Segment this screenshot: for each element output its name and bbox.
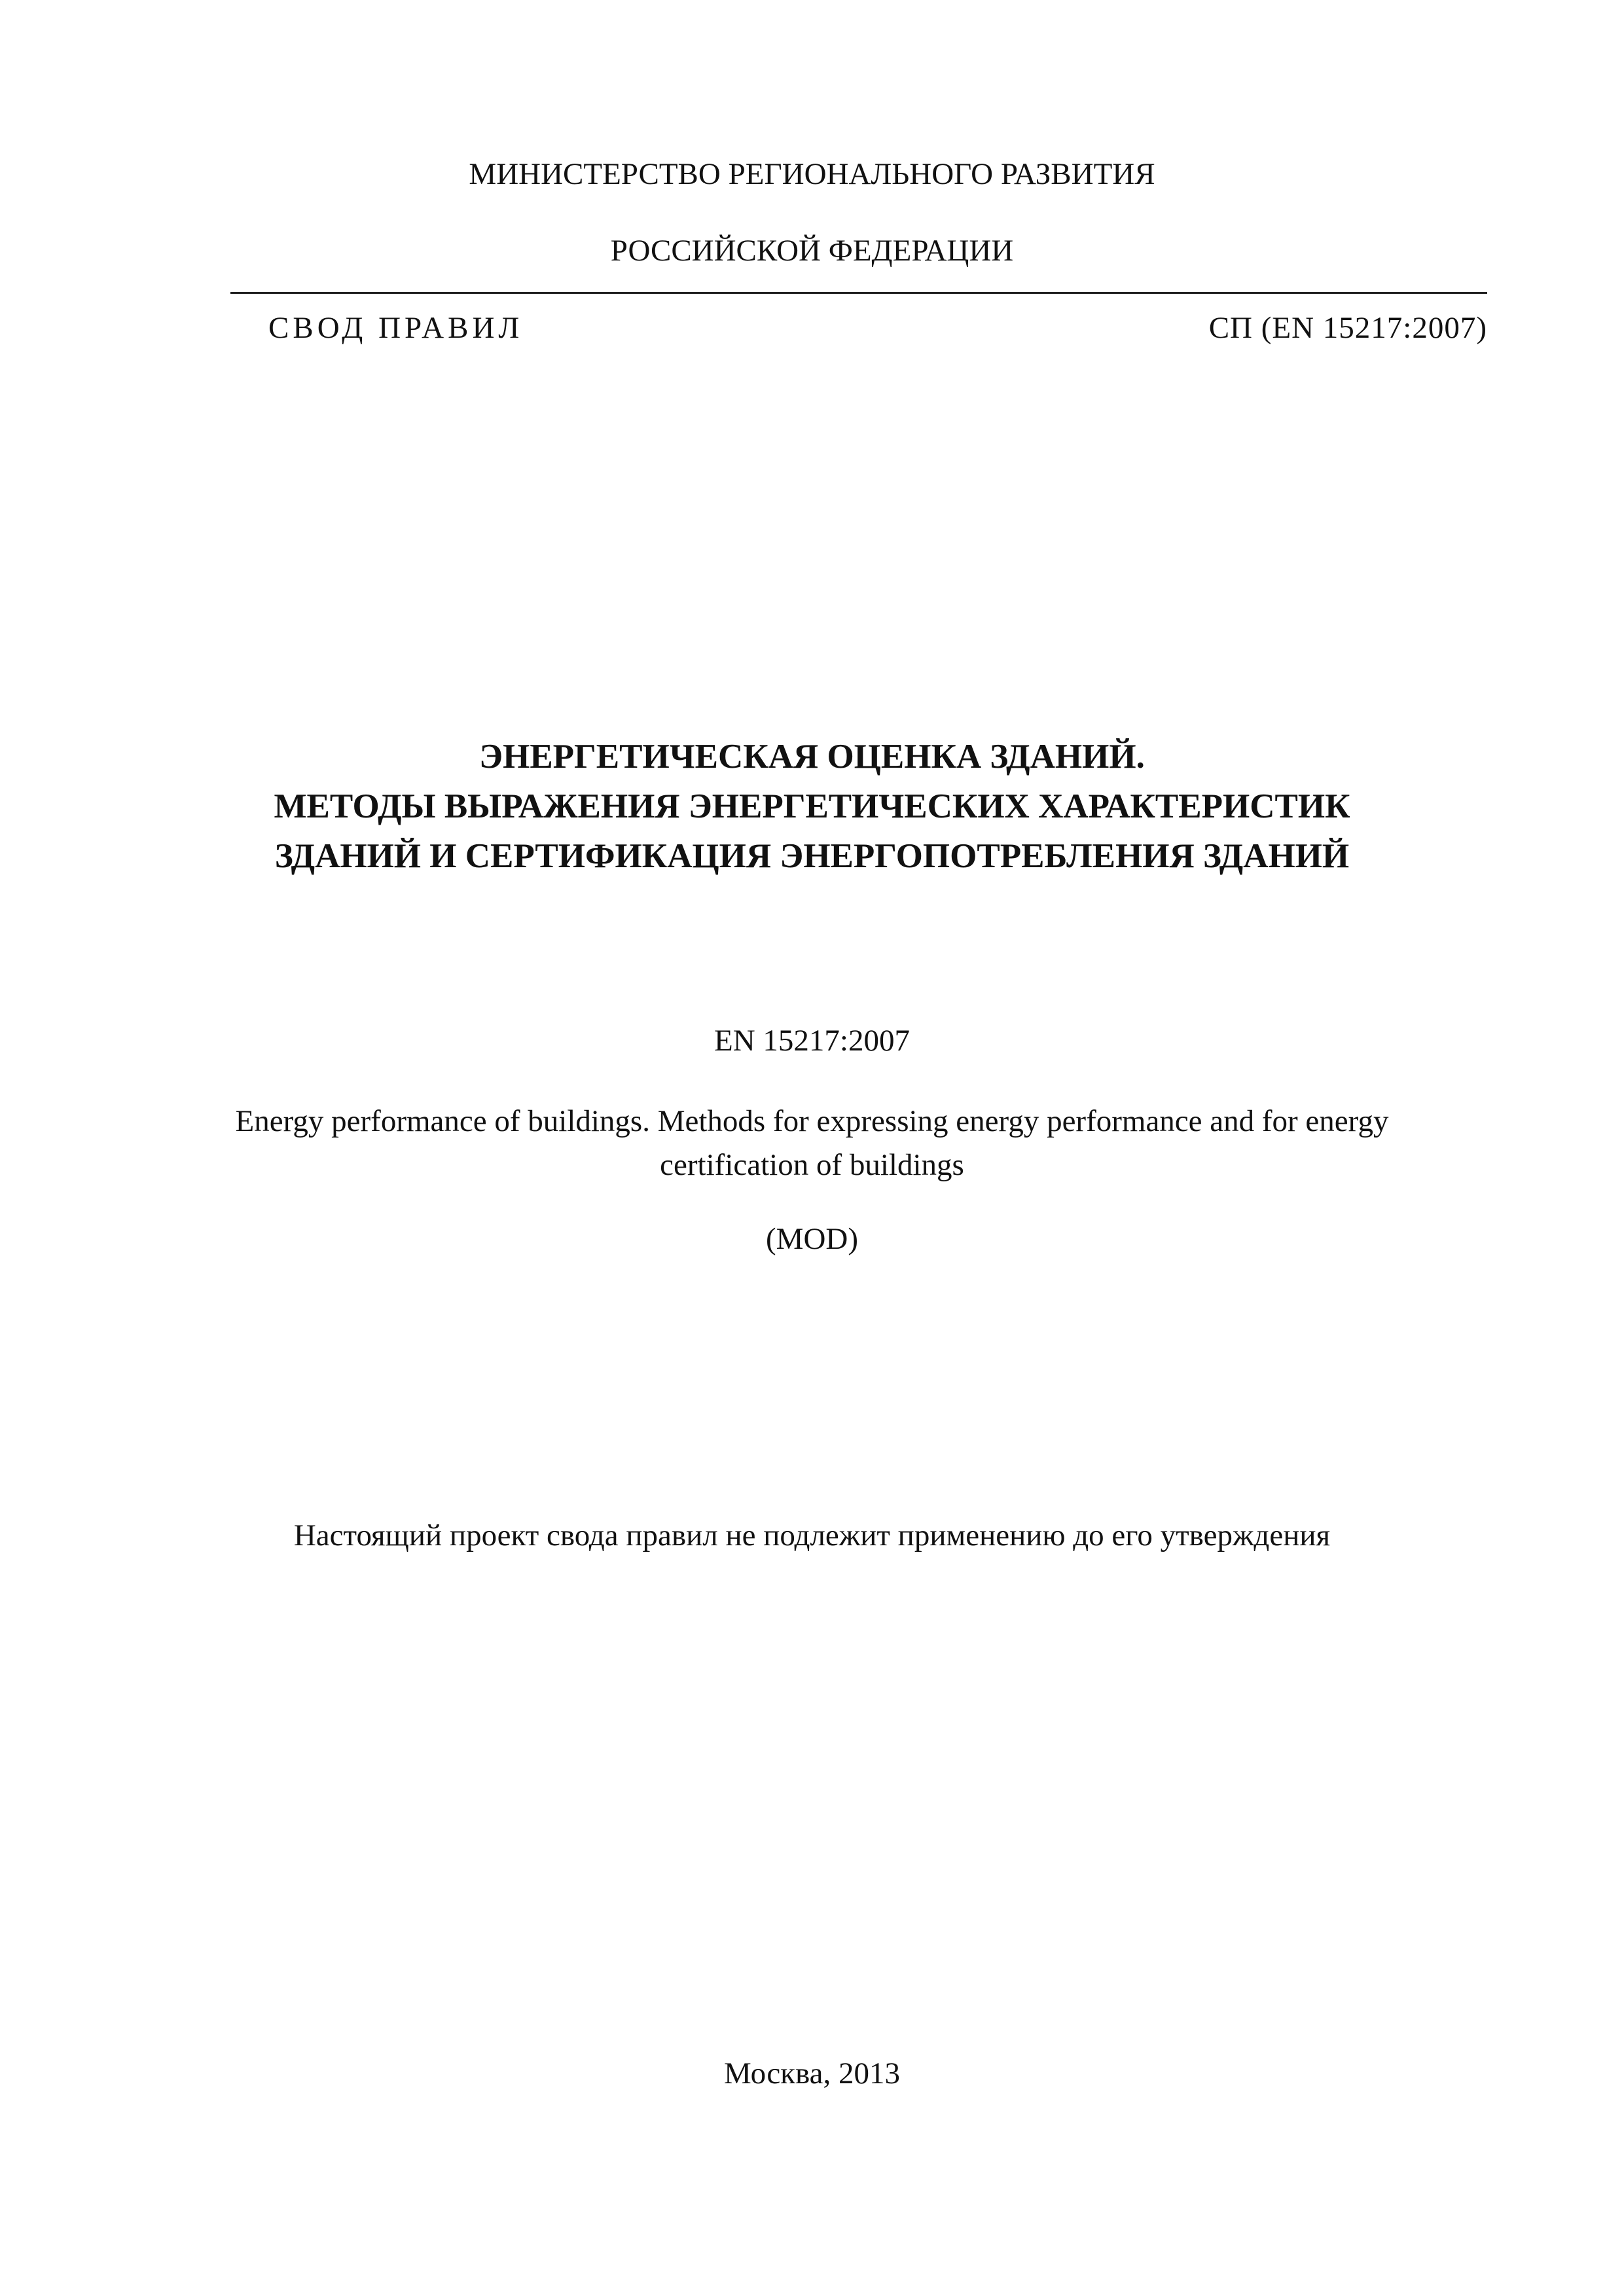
document-type-label: СВОД ПРАВИЛ <box>268 311 524 345</box>
city-year: Москва, 2013 <box>724 2056 900 2090</box>
document-title <box>0 732 1624 881</box>
document-code: СП (EN 15217:2007) <box>1208 311 1487 345</box>
draft-notice: Настоящий проект свода правил не подлежит применению до его утверждения <box>293 1518 1331 1552</box>
ministry-name-line2: РОССИЙСКОЙ ФЕДЕРАЦИИ <box>610 234 1014 268</box>
ministry-name-line1: МИНИСТЕРСТВО РЕГИОНАЛЬНОГО РАЗВИТИЯ <box>469 157 1155 191</box>
header-divider <box>230 292 1487 294</box>
modification-label: (MOD) <box>766 1222 858 1256</box>
title-line-2: МЕТОДЫ ВЫРАЖЕНИЯ ЭНЕРГЕТИЧЕСКИХ ХАРАКТЕРИСТИК <box>274 787 1350 825</box>
standard-english-title: Energy performance of buildings. Methods for expressing energy performance and for energy certification of buildings <box>235 1104 1389 1182</box>
standard-code: EN 15217:2007 <box>714 1024 910 1058</box>
title-line-1: ЭНЕРГЕТИЧЕСКАЯ ОЦЕНКА ЗДАНИЙ. <box>479 738 1145 776</box>
title-line-3: ЗДАНИЙ И СЕРТИФИКАЦИЯ ЭНЕРГОПОТРЕБЛЕНИЯ ЗДАНИЙ <box>274 837 1350 875</box>
